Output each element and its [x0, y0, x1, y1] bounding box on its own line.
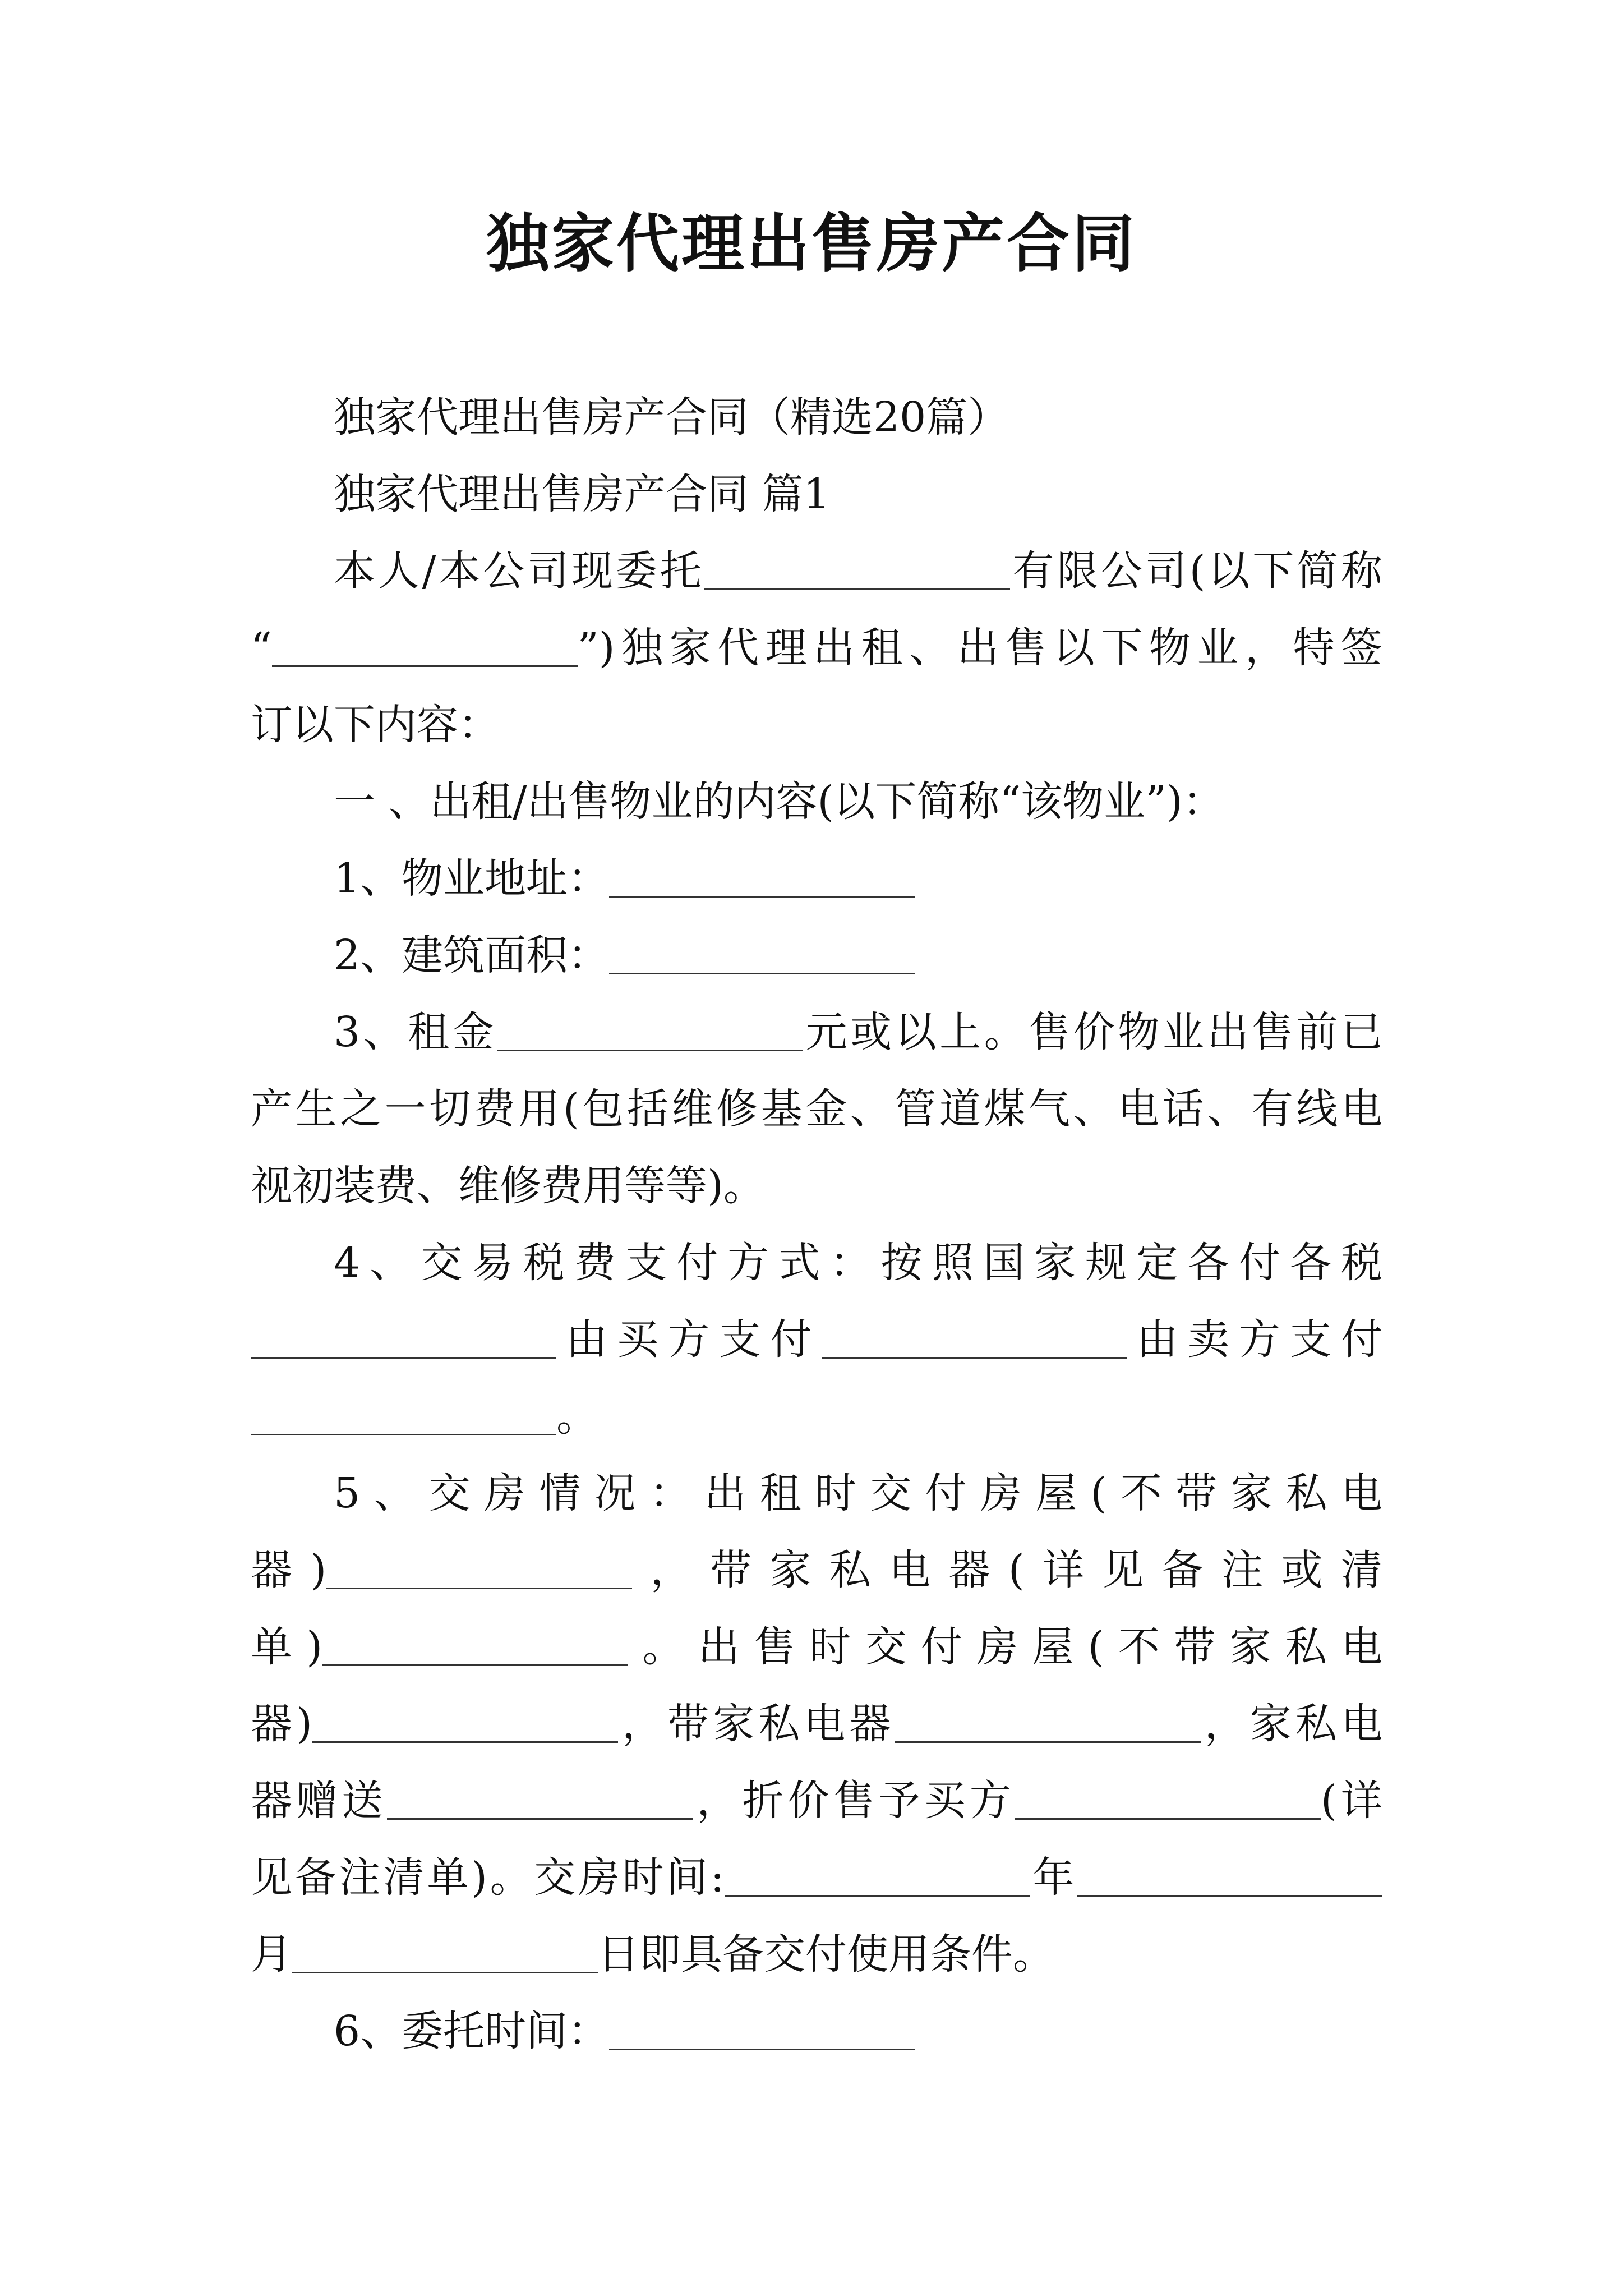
item-5-text: 器赠送 [251, 1777, 388, 1825]
item-5-line-1: 5、交房情况：出租时交付房屋(不带家私电 [334, 1469, 1382, 1517]
blank-rent [497, 1010, 803, 1051]
item-4-text: 。 [556, 1392, 598, 1441]
blank-rent-no-furniture [326, 1548, 632, 1589]
item-2-label: 2、建筑面积： [334, 931, 610, 979]
blank-year [725, 1856, 1030, 1897]
intro-text: 本人/本公司现委托 [334, 547, 704, 595]
item-3-line-1 [251, 994, 1382, 1071]
blank-address [609, 857, 915, 898]
intro-text: ”)独家代理出租、出售以下物业，特签 [577, 624, 1382, 672]
item-5-text: 年 [1030, 1853, 1077, 1902]
blank-buyer-tax [251, 1318, 556, 1359]
item-1-label: 1、物业地址： [334, 854, 610, 903]
blank-discount-sale [1015, 1779, 1321, 1820]
blank-company [704, 549, 1010, 590]
intro-line-1 [251, 533, 1382, 610]
item-1 [251, 840, 1382, 917]
intro-line-3: 订以下内容： [251, 701, 500, 749]
section-heading: 独家代理出售房产合同 篇1 [334, 470, 830, 518]
item-5-text: 单) [251, 1623, 323, 1671]
item-5-line-7 [251, 1916, 1382, 1993]
blank-seller-tax [822, 1318, 1127, 1359]
blank-sale-with-furniture [895, 1702, 1201, 1743]
document-title: 独家代理出售房产合同 [486, 207, 1137, 280]
subtitle: 独家代理出售房产合同（精选20篇） [334, 393, 1009, 441]
blank-rent-with-furniture [322, 1625, 628, 1666]
blank-short-name [272, 626, 578, 667]
item-6-label: 6、委托时间： [334, 2007, 610, 2055]
blank-tax-other [251, 1395, 556, 1435]
item-3-text: 元或以上。售价物业出售前已 [803, 1008, 1382, 1056]
item-5-text: ，折价售予买方 [693, 1777, 1016, 1825]
item-5-text: 见备注清单)。交房时间: [251, 1853, 725, 1902]
item-5-line-5 [251, 1763, 1382, 1839]
blank-day [292, 1932, 598, 1973]
item-4-text: 由卖方支付 [1127, 1315, 1383, 1364]
item-5-text: 日即具备交付使用条件。 [598, 1930, 1054, 1978]
item-2 [251, 917, 1382, 994]
item-5-text: ，家私电 [1200, 1700, 1382, 1748]
intro-text: “ [251, 624, 272, 672]
item-4-line-1: 4、交易税费支付方式：按照国家规定各付各税 [334, 1239, 1382, 1287]
document-body [251, 379, 1382, 2070]
intro-text: 有限公司(以下简称 [1009, 547, 1382, 595]
item-5-text: 器) [251, 1700, 312, 1748]
item-4-line-3 [251, 1378, 1382, 1455]
item-5-line-6 [251, 1839, 1382, 1916]
item-3-text: 3、租金 [334, 1008, 497, 1056]
item-6 [251, 1993, 1382, 2070]
item-5-text: 月 [251, 1930, 292, 1978]
item-3-line-2: 产生之一切费用(包括维修基金、管道煤气、电话、有线电 [251, 1085, 1382, 1133]
blank-sale-no-furniture [312, 1702, 618, 1743]
blank-area [609, 933, 915, 974]
item-5-text: 器) [251, 1546, 327, 1594]
item-5-line-3 [251, 1609, 1382, 1686]
item-5-line-2 [251, 1532, 1382, 1609]
clause-one: 一 、出租/出售物业的内容(以下简称“该物业”)： [334, 777, 1224, 826]
item-3-line-3: 视初装费、维修费用等等)。 [251, 1162, 765, 1210]
item-5-text: 。出售时交付房屋(不带家私电 [628, 1623, 1382, 1671]
blank-month [1077, 1856, 1382, 1897]
item-5-text: ，带家私电器 [617, 1700, 895, 1748]
item-5-text: (详 [1321, 1777, 1382, 1825]
item-4-line-2 [251, 1301, 1382, 1378]
intro-line-2 [251, 610, 1382, 687]
item-5-text: ，带家私电器(详见备注或清 [632, 1546, 1382, 1594]
item-5-line-4 [251, 1686, 1382, 1763]
blank-furniture-gift [387, 1779, 693, 1820]
item-4-text: 由买方支付 [556, 1315, 822, 1364]
blank-entrust-time [609, 2009, 915, 2050]
